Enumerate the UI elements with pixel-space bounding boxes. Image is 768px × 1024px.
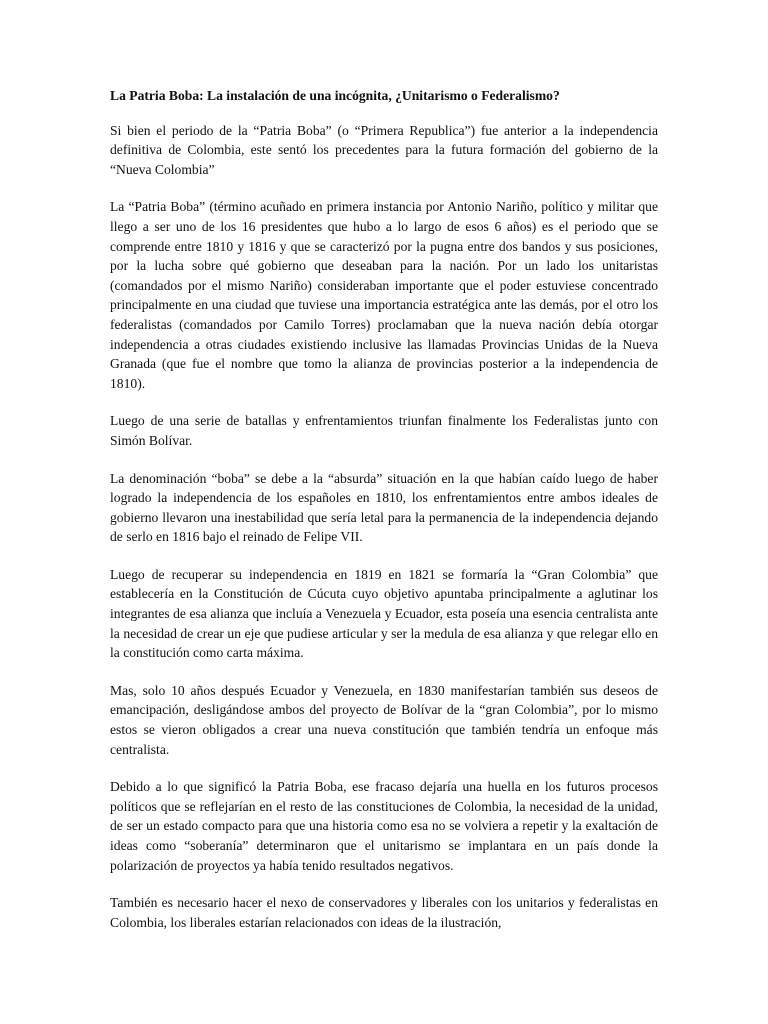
paragraph-4: La denominación “boba” se debe a la “absurda” situación en la que habían caído luego de haber logrado la independencia de los españoles en 1810, los enfrentamientos entre ambos ideales de gobierno llevaron una inestabilidad que sería letal para la permanencia de la independencia dejando de serlo en 1816 bajo el reinado de Felipe VII. bbox=[110, 470, 658, 545]
paragraph-5: Luego de recuperar su independencia en 1819 en 1821 se formaría la “Gran Colombia” que establecería en la Constitución de Cúcuta cuyo objetivo apuntaba principalmente a aglutinar los integrantes de esa alianza que incluía a Venezuela y Ecuador, esta poseía una esencia centralista ante la necesidad de crear un eje que pudiese articular y ser la medula de esa alianza y que relegar ello en la constitución como carta máxima. bbox=[110, 566, 658, 661]
paragraph-2: La “Patria Boba” (término acuñado en primera instancia por Antonio Nariño, político y militar que llego a ser uno de los 16 presidentes que hubo a lo largo de esos 6 años) es el periodo que se comprende entre 1810 y 1816 y que se caracterizó por la pugna entre dos bandos y sus posiciones, por la lucha sobre qué gobierno que deseaban para la nación. Por un lado los unitaristas (comandados por el mismo Nariño) consideraban importante que el poder estuviese concentrado principalmente en una ciudad que tuviese una importancia estratégica ante las demás, por el otro los federalistas (comandados por Camilo Torres) proclamaban que la nueva nación debía otorgar independencia a otras ciudades existiendo inclusive las llamadas Provincias Unidas de la Nueva Granada (que fue el nombre que tomo la alianza de provincias posterior a la independencia de 1810). bbox=[110, 199, 658, 391]
document-title: La Patria Boba: La instalación de una incógnita, ¿Unitarismo o Federalismo? bbox=[110, 88, 560, 103]
paragraph-1: Si bien el periodo de la “Patria Boba” (o “Primera Republica”) fue anterior a la independencia definitiva de Colombia, este sentó los precedentes para la futura formación del gobierno de la “Nueva Colombia” bbox=[110, 122, 658, 177]
paragraph-6: Mas, solo 10 años después Ecuador y Venezuela, en 1830 manifestarían también sus deseos de emancipación, desligándose ambos del proyecto de Bolívar de la “gran Colombia”, por lo mismo estos se vieron obligados a crear una nueva constitución que también tendría un enfoque más centralista. bbox=[110, 682, 658, 757]
paragraph-7: Debido a lo que significó la Patria Boba, ese fracaso dejaría una huella en los futuros procesos políticos que se reflejarían en el resto de las constituciones de Colombia, la necesidad de la unidad, de ser un estado compacto para que una historia como esa no se volviera a repetir y la exaltación de ideas como “soberanía” determinaron que el unitarismo se implantara en un país donde la polarización de proyectos ya había tenido resultados negativos. bbox=[110, 779, 658, 873]
paragraph-8: También es necesario hacer el nexo de conservadores y liberales con los unitarios y federalistas en Colombia, los liberales estarían relacionados con ideas de la ilustración, bbox=[110, 895, 658, 930]
document-body bbox=[110, 86, 658, 950]
paragraph-3: Luego de una serie de batallas y enfrentamientos triunfan finalmente los Federalistas junto con Simón Bolívar. bbox=[110, 413, 658, 448]
